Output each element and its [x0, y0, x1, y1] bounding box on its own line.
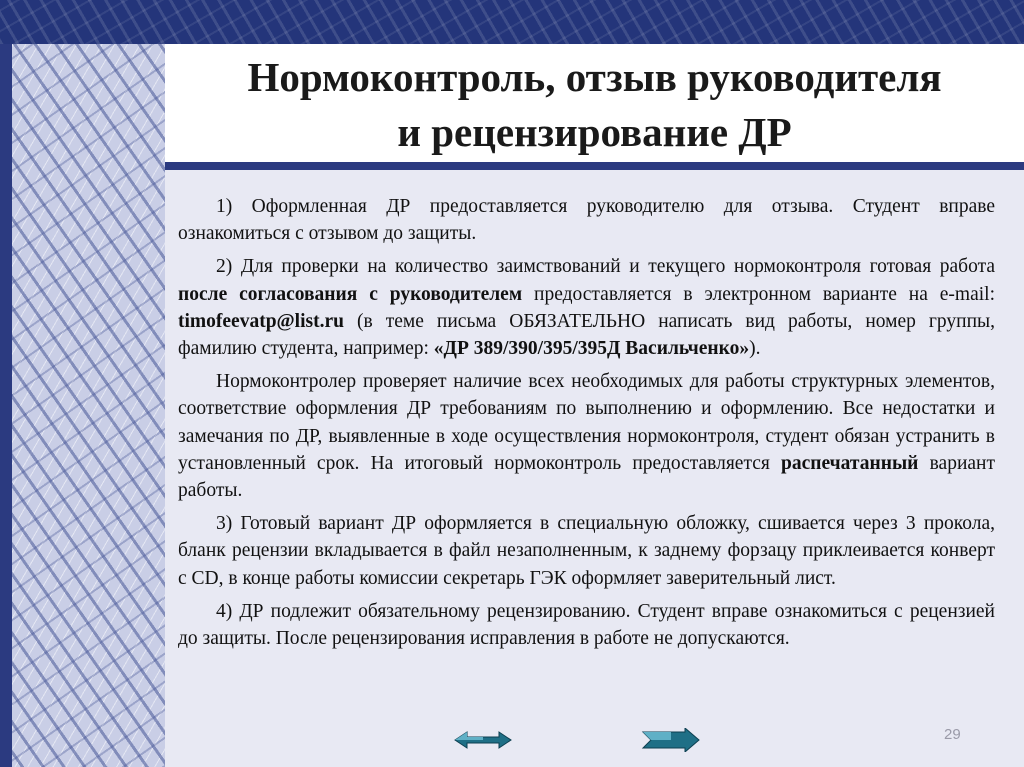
paragraph-5: 4) ДР подлежит обязательному рецензированию. Студент вправе ознакомиться с рецензией до защиты. После рецензирования исправления в работе не допускаются. [178, 600, 995, 650]
paragraph-3-text-a: Нормоконтролер проверяет наличие всех необходимых для работы структурных элементов, соответствие оформления ДР требованиям по выполнению и оформлению. Все недостатки и замечания по ДР, выявленные в ходе осуществления нормоконтроля, студент обязан устранить в установленный срок. На итоговый нормоконтроль предоставляется [178, 371, 995, 474]
previous-slide-button[interactable] [453, 728, 513, 752]
paragraph-2-text-g: ). [749, 338, 761, 360]
paragraph-2 [178, 253, 995, 362]
paragraph-2-text-e: (в теме письма ОБЯЗАТЕЛЬНО написать вид работы, номер группы, фамилию студента, например: [178, 310, 995, 360]
paragraph-2-bold-approval: после согласования с руководителем [178, 283, 523, 305]
paragraph-3-bold-printed: распечатанный [781, 452, 919, 474]
arrow-left-icon [453, 728, 513, 752]
paragraph-4: 3) Готовый вариант ДР оформляется в специальную обложку, сшивается через 3 прокола, бланк рецензии вкладывается в файл незаполненным, к заднему форзацу приклеивается конверт с CD, в конце работы комиссии секретарь ГЭК оформляет заверительный лист. [178, 513, 995, 589]
paragraph-1: 1) Оформленная ДР предоставляется руководителю для отзыва. Студент вправе ознакомиться с отзывом до защиты. [178, 196, 995, 245]
slide-title [165, 50, 1024, 160]
slide-body [178, 193, 995, 658]
paragraph-2-text-c: предоставляется в электронном варианте на e-mail: [522, 283, 995, 305]
paragraph-3-text-c: вариант работы. [178, 452, 995, 502]
title-divider [165, 162, 1024, 170]
page-number: 29 [944, 726, 961, 743]
arrow-right-icon [641, 728, 701, 752]
email-address: timofeevatp@list.ru [178, 310, 344, 332]
paragraph-2-bold-example: «ДР 389/390/395/395Д Васильченко» [433, 338, 750, 360]
decorative-top-band [0, 0, 1024, 44]
paragraph-2-text-a: 2) Для проверки на количество заимствований и текущего нормоконтроля готовая работа [216, 256, 995, 278]
slide-title-line-2: и рецензирование ДР [397, 109, 792, 155]
decorative-left-edge [0, 44, 12, 767]
next-slide-button[interactable] [641, 728, 701, 752]
paragraph-3 [178, 368, 995, 504]
slide-title-line-1: Нормоконтроль, отзыв руководителя [247, 54, 942, 100]
decorative-left-pattern [0, 44, 165, 767]
